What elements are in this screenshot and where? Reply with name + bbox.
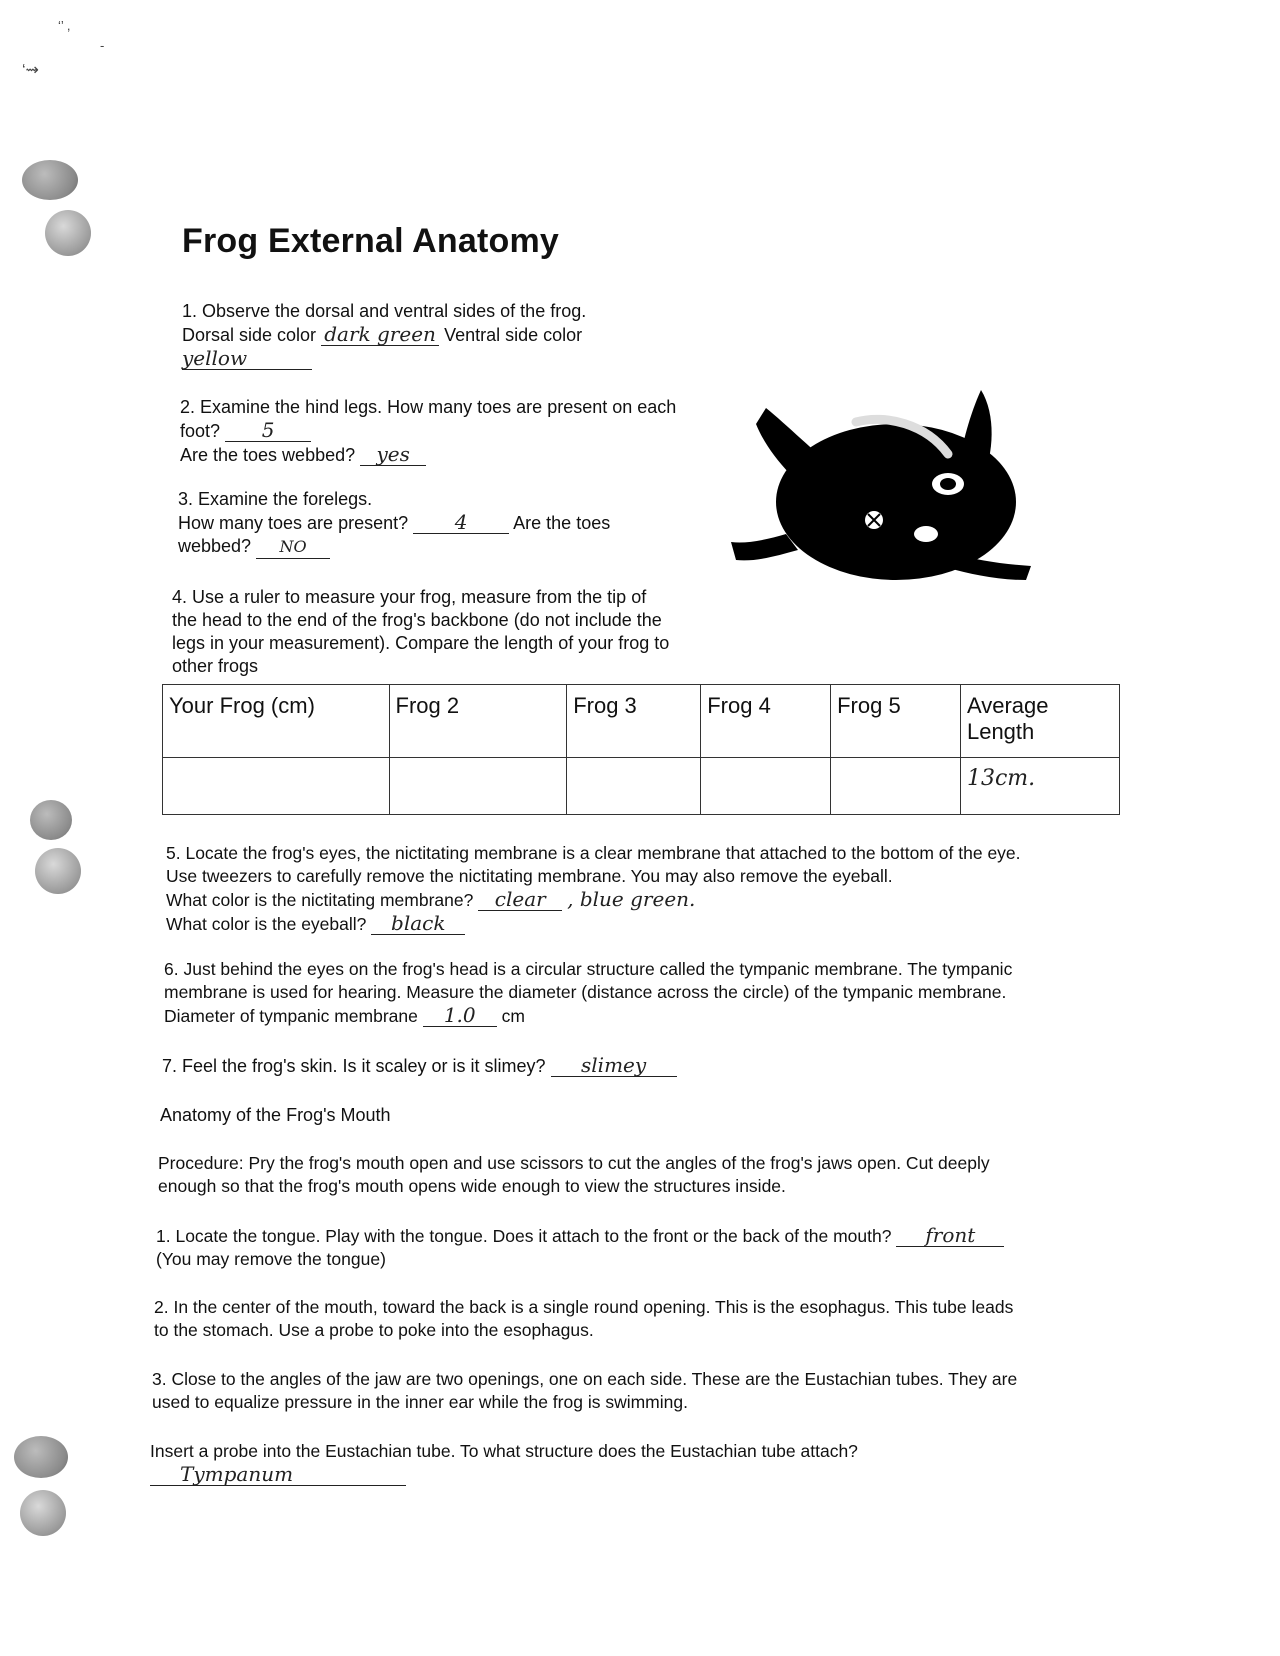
frog-4-length-cell[interactable] — [701, 758, 831, 815]
punch-hole — [45, 210, 91, 256]
question-4-line: other frogs — [172, 656, 259, 676]
diameter-answer[interactable]: 1.0 — [423, 1004, 497, 1027]
frog-length-table — [162, 684, 1120, 815]
membrane-color-answer[interactable]: clear — [478, 888, 562, 911]
question-3 — [178, 488, 610, 559]
eustachian-question-text: Insert a probe into the Eustachian tube. To what structure does the Eustachian tube attach? — [150, 1441, 858, 1461]
membrane-color-extra: , blue green. — [567, 887, 696, 911]
question-6-line-2: membrane is used for hearing. Measure the diameter (distance across the circle) of the tympanic membrane. — [164, 982, 1007, 1002]
question-3-text: 3. Examine the forelegs. — [178, 489, 373, 509]
frog-3-length-cell[interactable] — [567, 758, 701, 815]
ventral-label: Ventral side color — [444, 325, 583, 345]
question-6 — [164, 958, 1012, 1028]
frog-illustration — [726, 384, 1056, 604]
mouth-question-1 — [156, 1224, 1004, 1271]
question-5-line-1: 5. Locate the frog's eyes, the nictitating membrane is a clear membrane that attached to the bottom of the eye. — [166, 843, 1021, 863]
eustachian-answer-row — [150, 1463, 858, 1487]
question-2 — [180, 396, 676, 467]
question-2-foot-row — [180, 419, 676, 443]
table-header: Frog 2 — [389, 685, 567, 758]
question-6-diameter-row — [164, 1004, 1012, 1028]
foreleg-webbed-label-b: webbed? — [178, 536, 252, 556]
membrane-label: What color is the nictitating membrane? — [166, 890, 474, 910]
question-4-line: 4. Use a ruler to measure your frog, measure from the tip of — [172, 587, 647, 607]
question-4 — [172, 586, 669, 678]
table-header: Frog 4 — [701, 685, 831, 758]
eyeball-label: What color is the eyeball? — [166, 914, 367, 934]
foreleg-count-label: How many toes are present? — [178, 513, 409, 533]
diameter-label: Diameter of tympanic membrane — [164, 1006, 418, 1026]
mouth-question-3-line-1: 3. Close to the angles of the jaw are two openings, one on each side. These are the Eustachian tubes. They are — [152, 1369, 1018, 1389]
punch-hole — [20, 1490, 66, 1536]
foot-label: foot? — [180, 421, 221, 441]
eustachian-question — [150, 1440, 858, 1487]
table-row — [163, 758, 1120, 815]
punch-hole — [35, 848, 81, 894]
table-header: Frog 5 — [831, 685, 961, 758]
mouth-heading: Anatomy of the Frog's Mouth — [160, 1105, 391, 1125]
foreleg-webbed-label-a: Are the toes — [513, 513, 611, 533]
question-5 — [166, 842, 1021, 936]
corner-mark-dash: - — [100, 38, 105, 53]
page-title: Frog External Anatomy — [182, 222, 560, 260]
average-length-cell[interactable]: 13cm. — [960, 758, 1119, 815]
diameter-unit: cm — [501, 1006, 525, 1026]
question-7 — [162, 1054, 677, 1078]
frog-2-length-cell[interactable] — [389, 758, 567, 815]
skin-texture-answer[interactable]: slimey — [551, 1054, 677, 1077]
question-5-line-2: Use tweezers to carefully remove the nictitating membrane. You may also remove the eyeball. — [166, 866, 893, 886]
toe-count-answer[interactable]: 5 — [225, 419, 311, 442]
corner-mark-top: ‘’ , — [58, 18, 71, 33]
webbed-answer[interactable]: yes — [360, 443, 426, 466]
mouth-question-1-text: 1. Locate the tongue. Play with the tongue. Does it attach to the front or the back of the mouth? — [156, 1226, 892, 1246]
ventral-color-answer[interactable]: yellow — [182, 347, 312, 370]
question-1 — [182, 300, 586, 371]
question-4-line: the head to the end of the frog's backbone (do not include the — [172, 610, 662, 630]
table-header: Frog 3 — [567, 685, 701, 758]
question-2-text: 2. Examine the hind legs. How many toes are present on each — [180, 397, 677, 417]
punch-hole — [22, 160, 78, 200]
tongue-attach-answer[interactable]: front — [896, 1224, 1004, 1247]
procedure-line-1: Procedure: Pry the frog's mouth open and use scissors to cut the angles of the frog's jaws open. Cut deeply — [158, 1153, 990, 1173]
mouth-question-3-line-2: used to equalize pressure in the inner ear while the frog is swimming. — [152, 1392, 688, 1412]
question-1-text: 1. Observe the dorsal and ventral sides of the frog. — [182, 301, 587, 321]
question-4-line: legs in your measurement). Compare the length of your frog to — [172, 633, 670, 653]
question-3-count-row — [178, 511, 610, 535]
eustachian-attach-answer[interactable]: Tympanum — [150, 1463, 406, 1486]
question-7-text: 7. Feel the frog's skin. Is it scaley or is it slimey? — [162, 1056, 546, 1076]
mouth-question-3 — [152, 1368, 1017, 1414]
your-frog-length-cell[interactable] — [163, 758, 390, 815]
question-5-eyeball-row — [166, 912, 1021, 936]
question-5-membrane-row — [166, 888, 1021, 912]
table-header: Your Frog (cm) — [163, 685, 390, 758]
dorsal-color-answer[interactable]: dark green — [321, 323, 439, 346]
mouth-question-2-line-2: to the stomach. Use a probe to poke into the esophagus. — [154, 1320, 594, 1340]
mouth-question-2 — [154, 1296, 1013, 1342]
table-header: Average Length — [960, 685, 1119, 758]
question-3-webbed-row — [178, 535, 610, 559]
eyeball-color-answer[interactable]: black — [371, 912, 465, 935]
mouth-question-2-line-1: 2. In the center of the mouth, toward the back is a single round opening. This is the esophagus. This tube leads — [154, 1297, 1014, 1317]
corner-mark-left: ‘⇝ — [22, 62, 39, 79]
webbed-label: Are the toes webbed? — [180, 445, 356, 465]
question-6-line-1: 6. Just behind the eyes on the frog's head is a circular structure called the tympanic membrane. The tympanic — [164, 959, 1013, 979]
punch-hole — [14, 1436, 68, 1478]
procedure-line-2: enough so that the frog's mouth opens wide enough to view the structures inside. — [158, 1176, 786, 1196]
question-2-webbed-row — [180, 443, 676, 467]
question-1-dorsal-row — [182, 323, 586, 347]
mouth-question-1-line-2: (You may remove the tongue) — [156, 1249, 386, 1269]
table-header-row — [163, 685, 1120, 758]
frog-5-length-cell[interactable] — [831, 758, 961, 815]
foreleg-count-answer[interactable]: 4 — [413, 511, 509, 534]
procedure — [158, 1152, 990, 1198]
mouth-question-1-row — [156, 1224, 1004, 1248]
foreleg-webbed-answer[interactable]: NO — [256, 536, 330, 559]
dorsal-label: Dorsal side color — [182, 325, 317, 345]
punch-hole — [30, 800, 72, 840]
question-1-ventral-row — [182, 347, 586, 371]
